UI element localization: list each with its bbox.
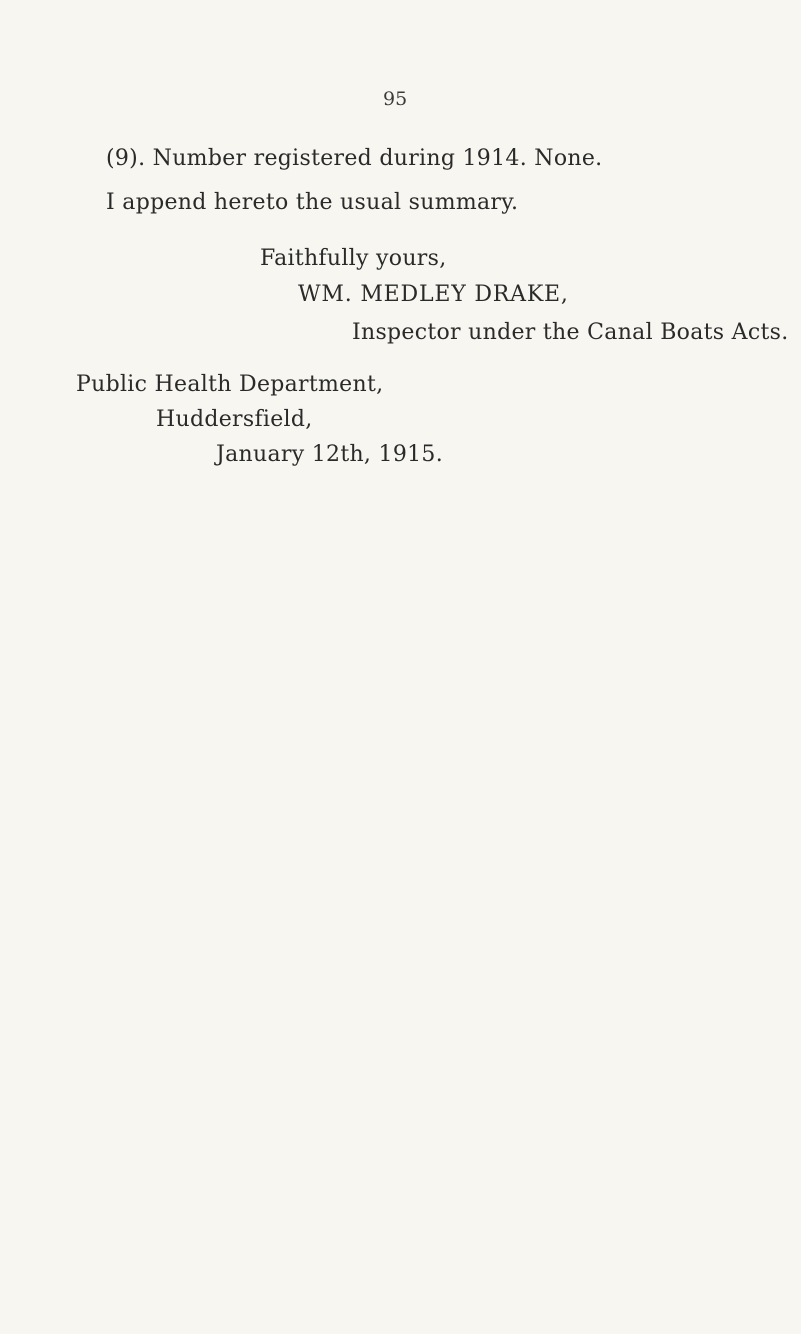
town-line: Huddersfield, (156, 407, 313, 432)
date-line: January 12th, 1915. (216, 442, 443, 467)
department-line: Public Health Department, (76, 372, 384, 397)
signatory-title: Inspector under the Canal Boats Acts. (352, 320, 789, 345)
closing-salutation: Faithfully yours, (260, 246, 447, 271)
page-number: 95 (383, 88, 408, 110)
summary-statement: I append hereto the usual summary. (106, 190, 519, 215)
registration-statement: (9). Number registered during 1914. None. (106, 146, 603, 171)
signatory-name: WM. MEDLEY DRAKE, (298, 282, 569, 307)
